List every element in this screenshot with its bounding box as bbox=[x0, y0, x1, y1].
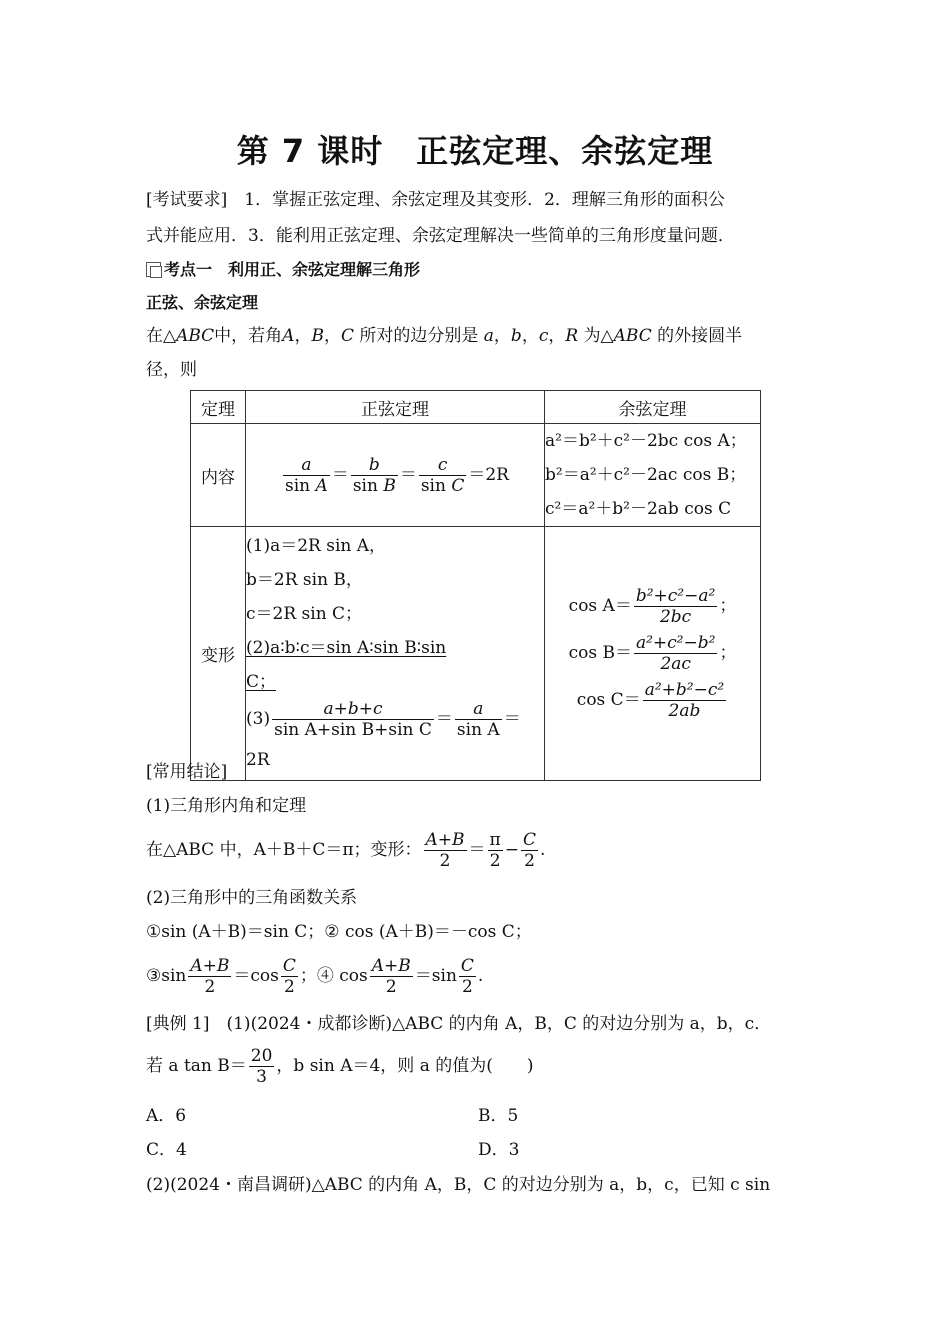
requirement-label: [考试要求] bbox=[146, 190, 228, 210]
cosine-variants bbox=[545, 527, 761, 781]
example-question-2: (2)(2024・南昌调研)△ABC 的内角 A，B，C 的对边分别为 a，b，c，已知 c sin bbox=[146, 1175, 771, 1195]
sin-variant-3: c＝2R sin C； bbox=[246, 604, 363, 624]
cosine-rule-content bbox=[545, 424, 761, 527]
page-title: 第 7 课时 正弦定理、余弦定理 bbox=[236, 132, 714, 170]
theorem-table bbox=[190, 390, 761, 781]
sin-variant-ratio: (3) $\frac{a+b+c}{\text{sin A+sin B+sin C}}$ ＝ $\frac{a}{\text{sin A}}$ ＝2R bbox=[246, 699, 521, 770]
table-header-theorem: 定理 bbox=[191, 391, 246, 424]
table-header-cosine: 余弦定理 bbox=[545, 391, 761, 424]
sin-variant-2: b＝2R sin B， bbox=[246, 570, 363, 590]
conclusion-2: (2)三角形中的三角函数关系 bbox=[146, 888, 358, 908]
example-line-2: 若 a tan B＝ $\frac{20}{3}$ ，b sin A＝4，则 a 的值为( ) bbox=[146, 1046, 534, 1087]
sin-variant-1: (1)a＝2R sin A， bbox=[246, 536, 387, 556]
section-marker-icon bbox=[146, 262, 161, 277]
cos-variant-a: cos A＝ $\frac{\text{b²+c²−a²}}{2bc}$ ； bbox=[568, 586, 737, 627]
option-c: C．4 bbox=[146, 1140, 187, 1160]
cos-content-1: a²＝b²＋c²－2bc cos A； bbox=[545, 431, 747, 451]
requirement-text-1: 1．掌握正弦定理、余弦定理及其变形．2．理解三角形的面积公 bbox=[244, 190, 725, 210]
cos-variant-b: cos B＝ $\frac{\text{a²+c²−b²}}{2ac}$ ； bbox=[568, 633, 737, 674]
option-b: B．5 bbox=[478, 1106, 519, 1126]
intro-line-1: 在△ABC中，若角A，B，C 所对的边分别是 a，b，c，R 为△ABC 的外接圆半 bbox=[146, 326, 743, 346]
table-header-sine: 正弦定理 bbox=[246, 391, 545, 424]
cos-content-2: b²＝a²＋c²－2ac cos B； bbox=[545, 465, 747, 485]
example-label: [典例 1] bbox=[146, 1014, 210, 1034]
conclusion-2-line-2: ③sin $\frac{A+B}{2}$ ＝cos $\frac{C}{2}$ ；④ cos $\frac{A+B}{2}$ ＝sin $\frac{C}{2}$ . bbox=[146, 956, 484, 997]
cos-variant-c: cos C＝ $\frac{\text{a²+b²−c²}}{2ab}$ bbox=[576, 680, 725, 721]
conclusions-label: [常用结论] bbox=[146, 762, 228, 782]
row-label-variant: 变形 bbox=[191, 527, 246, 781]
section-heading bbox=[146, 258, 420, 282]
sine-rule-formula: $\frac{a}{\text{sin A}}$ ＝ $\frac{b}{\text{sin B}}$ ＝ $\frac{c}{\text{sin C}}$ ＝2R bbox=[246, 424, 545, 527]
cos-content-3: c²＝a²＋b²－2ab cos C bbox=[545, 499, 732, 519]
sin-variant-5: C； bbox=[246, 672, 277, 692]
option-a: A．6 bbox=[146, 1106, 187, 1126]
example-line-1: [典例 1] (1)(2024・成都诊断)△ABC 的内角 A，B，C 的对边分别为 a，b，c． bbox=[146, 1014, 772, 1034]
conclusion-1-formula: 在△ABC 中，A＋B＋C＝π；变形： $\frac{A+B}{2}$ ＝ $\frac{\pi}{2}$ − $\frac{C}{2}$ . bbox=[146, 830, 546, 871]
exam-requirement bbox=[146, 188, 725, 212]
section-title: 考点一 利用正、余弦定理解三角形 bbox=[164, 260, 421, 279]
requirement-text-2: 式并能应用．3．能利用正弦定理、余弦定理解决一些简单的三角形度量问题． bbox=[146, 226, 735, 246]
conclusion-1: (1)三角形内角和定理 bbox=[146, 796, 307, 816]
option-d: D．3 bbox=[478, 1140, 520, 1160]
subsection-title: 正弦、余弦定理 bbox=[146, 293, 259, 312]
sin-variant-4: (2)a∶b∶c＝sin A∶sin B∶sin bbox=[246, 638, 447, 658]
conclusion-2-line-1: ①sin (A＋B)＝sin C；② cos (A＋B)＝－cos C； bbox=[146, 922, 532, 942]
intro-line-2: 径，则 bbox=[146, 360, 197, 380]
row-label-content: 内容 bbox=[191, 424, 246, 527]
sine-variants bbox=[246, 527, 545, 781]
